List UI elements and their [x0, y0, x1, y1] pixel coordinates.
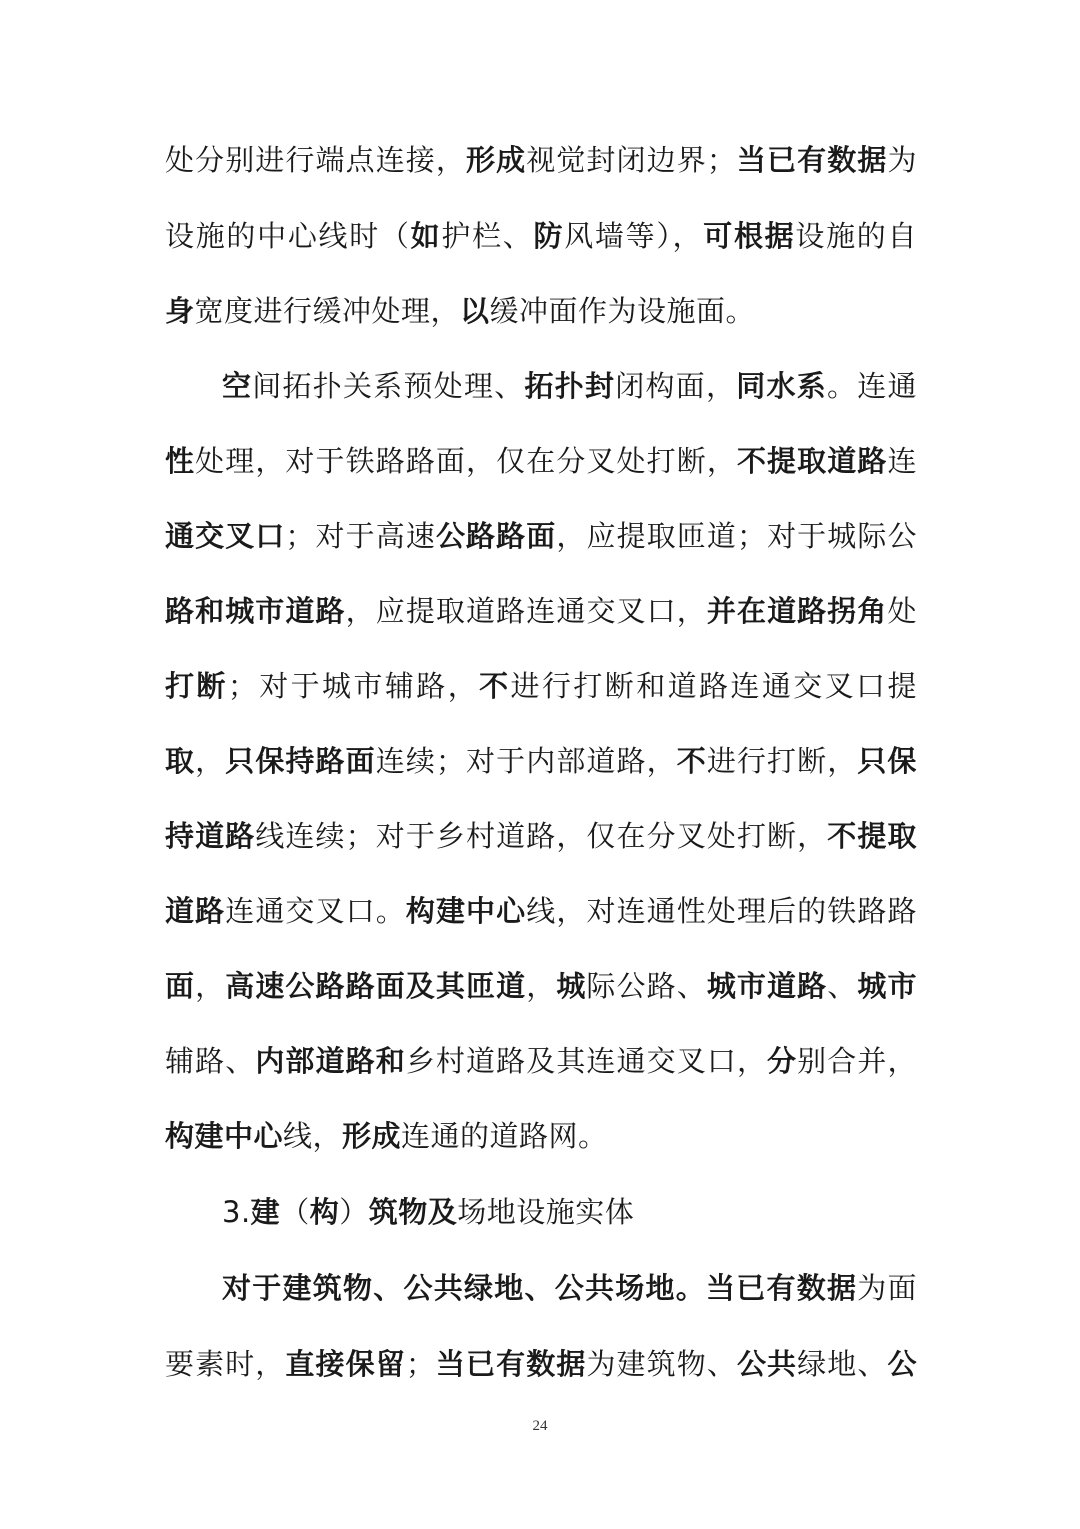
bold-text-run: 公路路面 — [435, 519, 557, 553]
text-run: 连 — [887, 444, 917, 478]
text-line — [165, 516, 917, 556]
bold-text-run: 构 — [309, 1195, 340, 1229]
text-line — [165, 966, 917, 1006]
text-line — [165, 441, 917, 481]
bold-text-run: 不提取道路 — [736, 444, 888, 478]
bold-text-run: 公共 — [736, 1347, 798, 1381]
bold-text-run: 直接保留 — [285, 1347, 406, 1381]
bold-text-run: 防 — [533, 219, 565, 253]
text-run: 进行打断和道路连通交叉口提 — [510, 669, 917, 703]
text-line — [165, 291, 917, 331]
bold-text-run: 城市 — [857, 969, 917, 1003]
text-run: ；对于高速 — [285, 519, 436, 553]
bold-text-run: 高速公路路面及其匝道 — [225, 969, 527, 1003]
bold-text-run: 构建中心 — [165, 1119, 284, 1153]
bold-text-run: 当已有数据 — [736, 143, 888, 177]
text-line — [165, 891, 917, 931]
text-run: 视觉封闭边界； — [526, 143, 737, 177]
bold-text-run: 同水系 — [736, 369, 827, 403]
bold-text-run: 如 — [410, 219, 442, 253]
text-run: ； — [405, 1347, 436, 1381]
bold-text-run: 身 — [165, 294, 195, 328]
text-line — [165, 666, 917, 706]
text-run: 风墙等）， — [564, 219, 704, 253]
bold-text-run: 通交叉口 — [165, 519, 286, 553]
text-line — [165, 591, 917, 631]
text-run: 缓冲面作为设施面。 — [489, 294, 756, 328]
text-run: 要素时， — [165, 1347, 286, 1381]
bold-text-run: 形成 — [342, 1119, 402, 1153]
text-run: 、 — [827, 969, 858, 1003]
text-run: 连通交叉口。 — [225, 894, 406, 928]
bold-text-run: 可根据 — [703, 219, 796, 253]
text-run: 进行打断， — [706, 744, 858, 778]
text-run: 处 — [887, 594, 917, 628]
text-run: 际公路、 — [586, 969, 707, 1003]
bold-text-run: 不提取 — [827, 819, 917, 853]
text-run: ；对于城市辅路， — [227, 669, 480, 703]
text-run: ， — [526, 969, 557, 1003]
text-run: 线， — [283, 1119, 343, 1153]
text-run: 连通的道路网。 — [401, 1119, 608, 1153]
bold-text-run: 面 — [165, 969, 196, 1003]
text-run: 为面 — [857, 1271, 917, 1305]
bold-text-run: 分 — [767, 1044, 798, 1078]
bold-text-run: 性 — [165, 444, 196, 478]
text-run: 场地设施实体 — [457, 1195, 635, 1229]
text-run: 设施的自 — [795, 219, 917, 253]
text-line — [165, 140, 917, 180]
bold-text-run: 只保 — [857, 744, 917, 778]
bold-text-run: 对于建筑物、公共绿地、公共场地。当已有数据 — [222, 1271, 858, 1305]
bold-text-run: 当已有数据 — [435, 1347, 587, 1381]
text-run: 线连续；对于乡村道路，仅在分叉处打断， — [255, 819, 828, 853]
text-line — [222, 366, 917, 406]
bold-text-run: 拓扑封 — [524, 369, 616, 403]
text-line — [165, 1344, 917, 1384]
text-run: 乡村道路及其连通交叉口， — [405, 1044, 768, 1078]
text-line — [165, 1116, 917, 1156]
bold-text-run: 公 — [887, 1347, 917, 1381]
bold-text-run: 不 — [676, 744, 707, 778]
bold-text-run: 不 — [479, 669, 511, 703]
text-run: ， — [195, 969, 226, 1003]
bold-text-run: 只保持路面 — [225, 744, 376, 778]
text-run: 处理，对于铁路路面，仅在分叉处打断， — [195, 444, 737, 478]
text-run: 连续；对于内部道路， — [375, 744, 677, 778]
bold-text-run: 城 — [556, 969, 587, 1003]
text-run: 护栏、 — [441, 219, 534, 253]
bold-text-run: 空 — [222, 369, 253, 403]
bold-text-run: 筑物及 — [368, 1195, 458, 1229]
bold-text-run: 打断 — [165, 669, 228, 703]
bold-text-run: 内部道路和 — [255, 1044, 406, 1078]
text-line — [222, 1192, 917, 1232]
text-run: 3. — [222, 1195, 251, 1229]
text-line — [165, 816, 917, 856]
bold-text-run: 以 — [460, 294, 490, 328]
text-run: ，应提取道路连通交叉口， — [345, 594, 707, 628]
text-line — [165, 741, 917, 781]
text-run: 闭构面， — [615, 369, 737, 403]
text-run: 处分别进行端点连接， — [165, 143, 467, 177]
bold-text-run: 构建中心 — [405, 894, 527, 928]
bold-text-run: 城市道路 — [706, 969, 828, 1003]
text-run: 别合并， — [797, 1044, 917, 1078]
bold-text-run: 取 — [165, 744, 196, 778]
text-line — [165, 1041, 917, 1081]
bold-text-run: 建 — [250, 1195, 281, 1229]
text-line — [165, 216, 917, 256]
text-run: 为 — [887, 143, 917, 177]
text-run: ， — [195, 744, 226, 778]
text-run: 为建筑物、 — [586, 1347, 737, 1381]
text-run: ，应提取匝道；对于城际公 — [556, 519, 917, 553]
bold-text-run: 持道路 — [165, 819, 256, 853]
bold-text-run: 道路 — [165, 894, 226, 928]
text-run: 间拓扑关系预处理、 — [252, 369, 525, 403]
text-run: 设施的中心线时（ — [165, 219, 411, 253]
text-run: （ — [280, 1195, 310, 1229]
text-run: 线，对连通性处理后的铁路路 — [526, 894, 917, 928]
text-run: 绿地、 — [797, 1347, 888, 1381]
text-run: 。连通 — [826, 369, 917, 403]
bold-text-run: 路和城市道路 — [165, 594, 346, 628]
text-run: 辅路、 — [165, 1044, 256, 1078]
text-run: 宽度进行缓冲处理， — [194, 294, 461, 328]
page-number: 24 — [532, 1418, 548, 1434]
text-run: ） — [339, 1195, 369, 1229]
bold-text-run: 并在道路拐角 — [706, 594, 888, 628]
bold-text-run: 形成 — [466, 143, 527, 177]
text-line — [222, 1268, 917, 1308]
